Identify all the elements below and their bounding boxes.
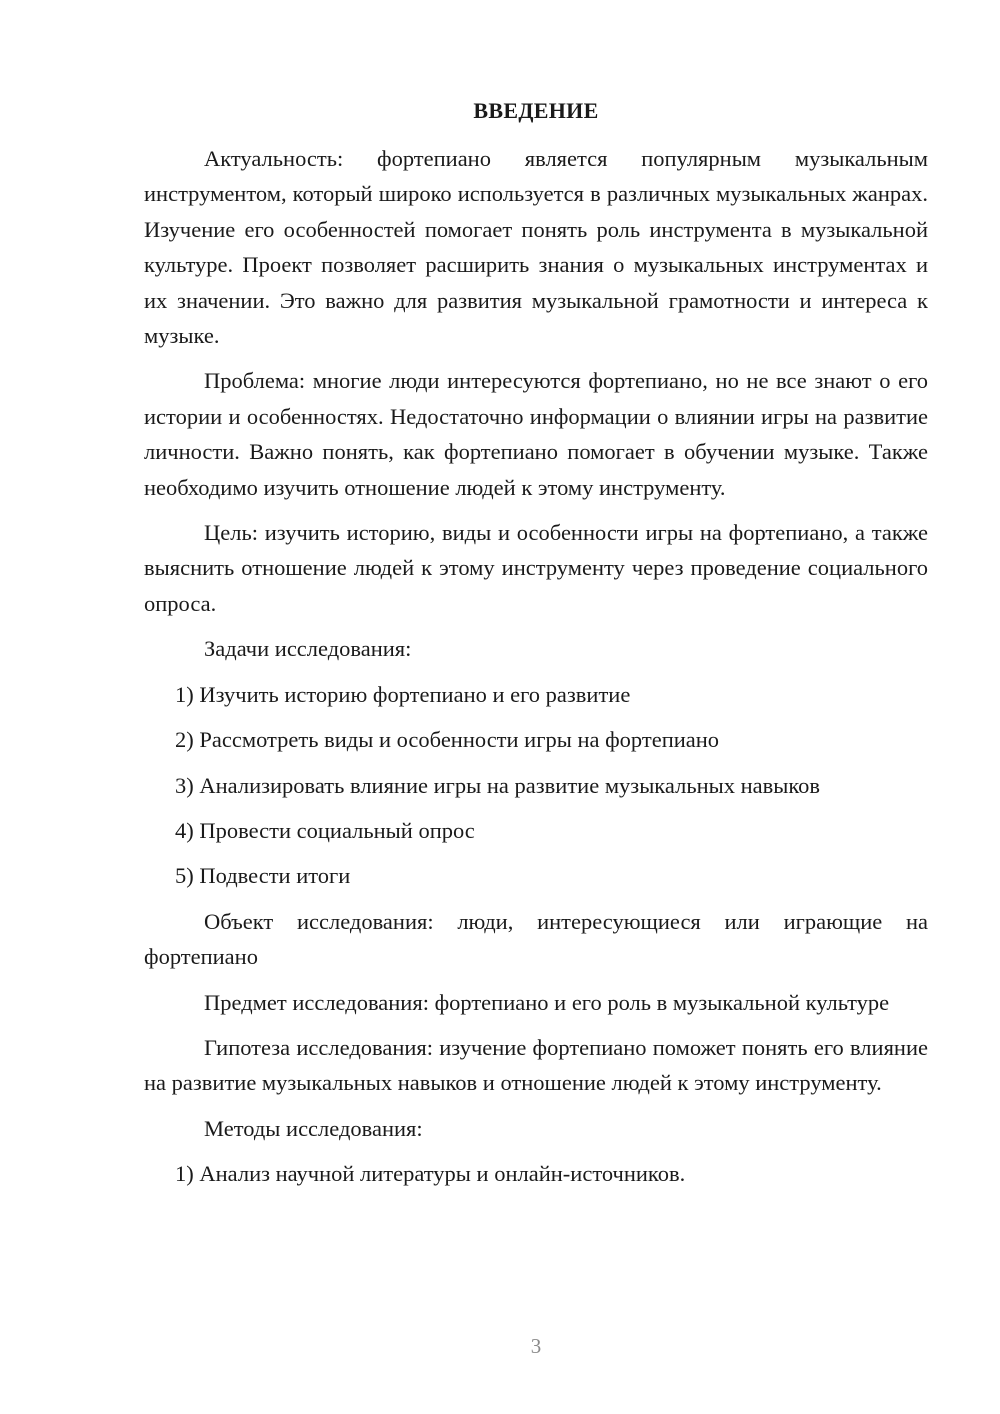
task-item: 2) Рассмотреть виды и особенности игры на фортепиано: [175, 727, 720, 753]
task-item: 3) Анализировать влияние игры на развитие музыкальных навыков: [175, 772, 821, 798]
task-item: 5) Подвести итоги: [175, 863, 351, 889]
object-paragraph: Объект исследования: люди, интересующиеся или играющие на фортепиано: [144, 908, 928, 970]
document-body: [144, 141, 928, 1192]
page-number: 3: [530, 1334, 542, 1358]
section-title: ВВЕДЕНИЕ: [473, 98, 599, 123]
methods-heading: Методы исследования:: [204, 1115, 423, 1141]
subject-paragraph: Предмет исследования: фортепиано и его роль в музыкальной культуре: [204, 989, 890, 1015]
task-item: 4) Провести социальный опрос: [175, 817, 475, 843]
relevance-paragraph: Актуальность: фортепиано является популярным музыкальным инструментом, который широко используется в различных музыкальных жанрах. Изучение его особенностей помогает понять роль инструмента в музыкальной культуре. Проект позволяет расширить знания о музыкальных инструментах и их значении. Это важно для развития музыкальной грамотности и интереса к музыке.: [144, 146, 928, 349]
goal-paragraph: Цель: изучить историю, виды и особенности игры на фортепиано, а также выяснить отношение людей к этому инструменту через проведение социального опроса.: [144, 520, 928, 616]
method-item: 1) Анализ научной литературы и онлайн-источников.: [175, 1161, 686, 1187]
tasks-heading: Задачи исследования:: [204, 636, 412, 662]
problem-paragraph: Проблема: многие люди интересуются фортепиано, но не все знают о его истории и особенностях. Недостаточно информации о влиянии игры на развитие личности. Важно понять, как фортепиано помогает в обучении музыке. Также необходимо изучить отношение людей к этому инструменту.: [144, 368, 928, 500]
task-item: 1) Изучить историю фортепиано и его развитие: [175, 681, 631, 707]
hypothesis-paragraph: Гипотеза исследования: изучение фортепиано поможет понять его влияние на развитие музыкальных навыков и отношение людей к этому инструменту.: [144, 1034, 928, 1096]
